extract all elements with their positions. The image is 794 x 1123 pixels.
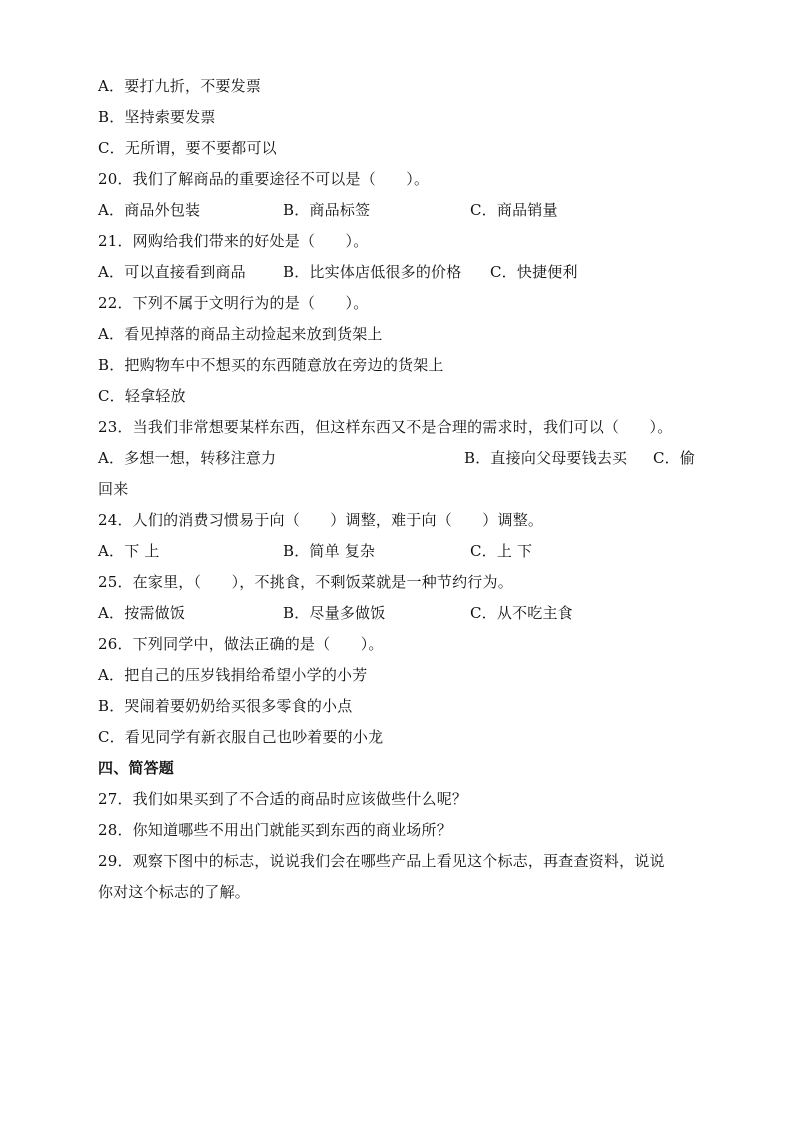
q26-option-a: A．把自己的压岁钱捐给希望小学的小芳	[98, 666, 368, 684]
q19-option-a: A．要打九折，不要发票	[98, 77, 262, 95]
q26-option-b: B．哭闹着要奶奶给买很多零食的小点	[98, 697, 353, 715]
question-20: 20．我们了解商品的重要途径不可以是（ ）。	[98, 170, 430, 188]
section-heading-short-answer: 四、简答题	[98, 759, 175, 777]
question-23: 23．当我们非常想要某样东西，但这样东西又不是合理的需求时，我们可以（ ）。	[98, 418, 673, 436]
q23-option-a: A．多想一想，转移注意力	[98, 449, 277, 467]
question-29: 29．观察下图中的标志，说说我们会在哪些产品上看见这个标志，再查查资料，说说	[98, 852, 665, 870]
question-26: 26．下列同学中，做法正确的是（ ）。	[98, 635, 384, 653]
q20-option-a: A．商品外包装	[98, 201, 201, 219]
q25-option-c: C．从不吃主食	[470, 604, 573, 622]
q24-option-c: C．上 下	[470, 542, 533, 560]
question-25: 25．在家里，（ ），不挑食，不剩饭菜就是一种节约行为。	[98, 573, 513, 591]
q23-option-b: B．直接向父母要钱去买	[464, 449, 628, 467]
question-28: 28．你知道哪些不用出门就能买到东西的商业场所？	[98, 821, 452, 839]
q24-option-b: B．简单 复杂	[283, 542, 376, 560]
q21-option-c: C．快捷便利	[490, 263, 578, 281]
q21-option-a: A．可以直接看到商品	[98, 263, 246, 281]
q21-option-b: B．比实体店低很多的价格	[283, 263, 462, 281]
q20-option-c: C．商品销量	[470, 201, 558, 219]
q19-option-c: C．无所谓，要不要都可以	[98, 139, 277, 157]
question-27: 27．我们如果买到了不合适的商品时应该做些什么呢？	[98, 790, 468, 808]
q25-option-a: A．按需做饭	[98, 604, 186, 622]
q22-option-a: A．看见掉落的商品主动捡起来放到货架上	[98, 325, 383, 343]
q25-option-b: B．尽量多做饭	[283, 604, 386, 622]
q19-option-b: B．坚持索要发票	[98, 108, 216, 126]
q23-option-c: C．偷	[653, 449, 696, 467]
question-22: 22．下列不属于文明行为的是（ ）。	[98, 294, 369, 312]
q24-option-a: A．下 上	[98, 542, 160, 560]
q26-option-c: C．看见同学有新衣服自己也吵着要的小龙	[98, 728, 384, 746]
question-24: 24．人们的消费习惯易于向（ ）调整，难于向（ ）调整。	[98, 511, 544, 529]
question-21: 21．网购给我们带来的好处是（ ）。	[98, 232, 369, 250]
q22-option-b: B．把购物车中不想买的东西随意放在旁边的货架上	[98, 356, 444, 374]
q23-option-c-continued: 回来	[98, 480, 129, 498]
question-29-continued: 你对这个标志的了解。	[98, 883, 251, 901]
q20-option-b: B．商品标签	[283, 201, 371, 219]
q22-option-c: C．轻拿轻放	[98, 387, 186, 405]
